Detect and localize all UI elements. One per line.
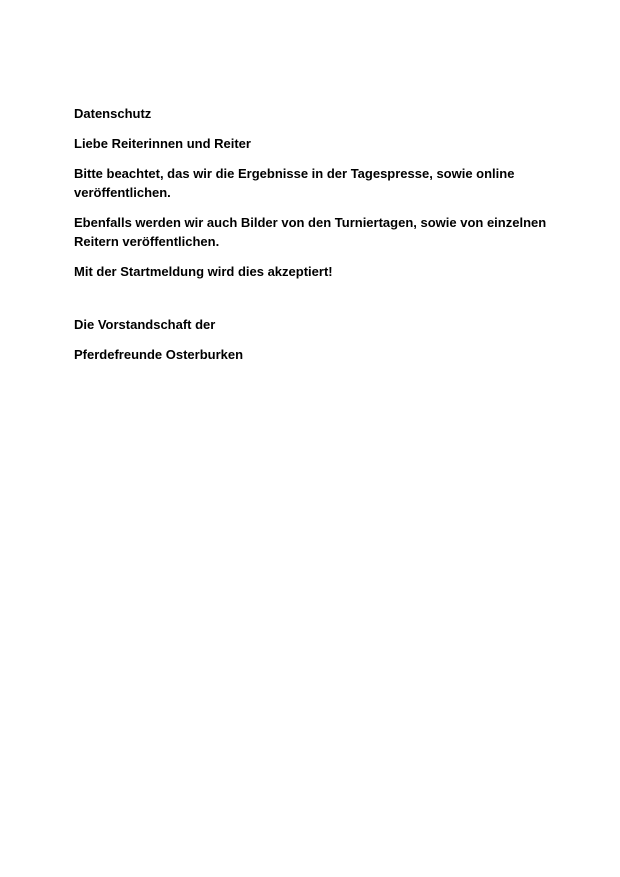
document-heading: Datenschutz: [74, 106, 152, 121]
signature-line-1: Die Vorstandschaft der: [74, 317, 216, 332]
paragraph-publication-images-line-1: Ebenfalls werden wir auch Bilder von den Turniertagen, sowie von einzelnen: [74, 215, 547, 230]
paragraph-publication-results: [74, 164, 554, 202]
paragraph-publication-results-line-2: veröffentlichen.: [74, 185, 171, 200]
document-body: [74, 104, 554, 375]
signature-line-2: Pferdefreunde Osterburken: [74, 347, 244, 362]
paragraph-publication-images-line-2: Reitern veröffentlichen.: [74, 234, 220, 249]
paragraph-publication-images: [74, 213, 554, 251]
paragraph-acceptance: Mit der Startmeldung wird dies akzeptiert!: [74, 264, 333, 279]
greeting: Liebe Reiterinnen und Reiter: [74, 136, 251, 151]
blank-line: [74, 292, 554, 315]
paragraph-publication-results-line-1: Bitte beachtet, das wir die Ergebnisse in der Tagespresse, sowie online: [74, 166, 515, 181]
